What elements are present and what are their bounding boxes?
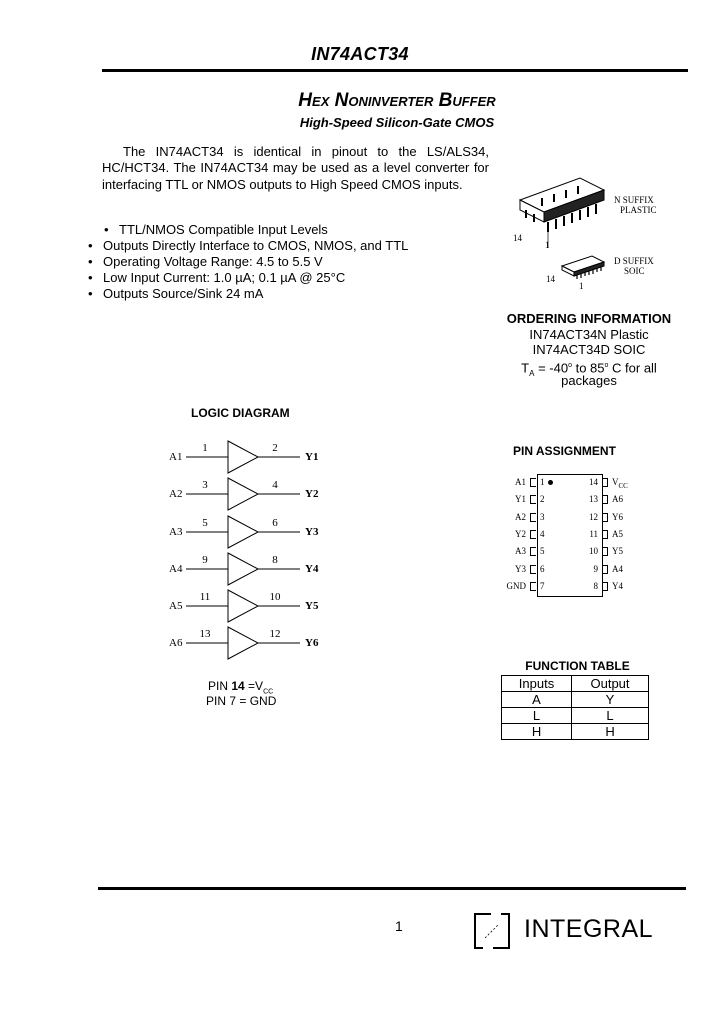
- pin-number: 14: [589, 477, 598, 487]
- footer-rule: [98, 887, 686, 890]
- pin-stub: [530, 495, 536, 504]
- pin-number: 6: [540, 564, 545, 574]
- pin-name-wrap: [612, 564, 623, 574]
- buffer-output-pin: 10: [269, 591, 281, 603]
- pin-number: 5: [540, 546, 545, 556]
- buffer-input-pin: 5: [202, 517, 208, 529]
- pin-stub: [530, 513, 536, 522]
- company-name: INTEGRAL: [524, 915, 654, 943]
- temp-deg1: o: [568, 362, 572, 369]
- buffer-input-label: A3: [169, 526, 183, 538]
- pin1-dot: [548, 480, 553, 485]
- table-cell: Y: [572, 692, 649, 708]
- pin-number: 12: [589, 512, 598, 522]
- table-row: [502, 692, 649, 708]
- ordering-line-2: IN74ACT34D SOIC: [532, 342, 646, 357]
- n-suffix-label: N SUFFIX: [614, 195, 654, 205]
- buffer-output-label: Y2: [305, 488, 319, 500]
- pin-name-wrap: [612, 477, 628, 491]
- buffer-output-label: Y6: [305, 637, 319, 649]
- buffer-output-pin: 12: [269, 628, 281, 640]
- temp-deg2: o: [604, 362, 609, 369]
- buffer-input-pin: 9: [202, 554, 208, 566]
- ordering-heading: ORDERING INFORMATION: [506, 311, 672, 326]
- pin-name-wrap: [612, 546, 623, 556]
- pin-name: Y2: [515, 529, 526, 539]
- buffer-input-label: A4: [169, 563, 183, 575]
- soic-pin1-label: 1: [579, 281, 584, 291]
- page-number: 1: [395, 918, 403, 934]
- vcc-sub: CC: [618, 481, 628, 490]
- temp-sub: A: [529, 368, 535, 378]
- buffer-symbol: [186, 551, 302, 587]
- pin-number: 11: [589, 529, 598, 539]
- feature-item: • Outputs Directly Interface to CMOS, NMOS, and TTL: [86, 238, 408, 254]
- feature-item: • Outputs Source/Sink 24 mA: [86, 286, 408, 302]
- page-title: [0, 90, 720, 112]
- pin-number: 4: [540, 529, 545, 539]
- table-row: [502, 708, 649, 724]
- pin-number: 10: [589, 546, 598, 556]
- pin-assignment-heading: PIN ASSIGNMENT: [513, 444, 616, 458]
- d-type-label: SOIC: [624, 266, 645, 276]
- ordering-line-1: IN74ACT34N Plastic: [529, 327, 649, 342]
- pin-stub: [602, 582, 608, 591]
- buffer-input-label: A5: [169, 600, 183, 612]
- pin-stub: [602, 530, 608, 539]
- intro-paragraph: The IN74ACT34 is identical in pinout to the LS/ALS34, HC/HCT34. The IN74ACT34 may be used as a level converter for interfacing TTL or NMOS outputs to High Speed CMOS inputs.: [102, 144, 489, 192]
- pin-name: A6: [612, 494, 623, 504]
- pin-number: 3: [540, 512, 545, 522]
- pin-name: Y1: [515, 494, 526, 504]
- dip-pin1-label: 1: [545, 240, 550, 250]
- table-cell: H: [572, 724, 649, 740]
- pin-stub: [602, 495, 608, 504]
- dip-pin14-label: 14: [513, 233, 522, 243]
- buffer-output-label: Y5: [305, 600, 319, 612]
- pin-stub: [602, 478, 608, 487]
- buffer-output-label: Y3: [305, 526, 319, 538]
- pin-name: Y6: [612, 512, 623, 522]
- buffer-symbol: [186, 514, 302, 550]
- ordering-line-4: packages: [561, 373, 617, 388]
- table-cell: L: [502, 708, 572, 724]
- temp-mid: = -40: [534, 360, 569, 376]
- pin-name: A5: [612, 529, 623, 539]
- header-part-number: IN74ACT34: [311, 44, 409, 64]
- buffer-input-label: A6: [169, 637, 183, 649]
- table-header-cell: Output: [572, 676, 649, 692]
- pin-name: A2: [515, 512, 526, 522]
- note1-sub: CC: [263, 688, 274, 696]
- buffer-output-label: Y4: [305, 563, 319, 575]
- pin-name: A4: [612, 564, 623, 574]
- pin-name-wrap: [612, 512, 623, 522]
- temp-tail: C for all: [608, 360, 657, 376]
- pin-name-wrap: [612, 494, 623, 504]
- buffer-input-pin: 13: [199, 628, 211, 640]
- pin-stub: [602, 565, 608, 574]
- d-suffix-label: D SUFFIX: [614, 256, 654, 266]
- temp-prefix: T: [521, 360, 530, 376]
- buffer-input-pin: 1: [202, 442, 208, 454]
- pin-number: 13: [589, 494, 598, 504]
- table-row: [502, 724, 649, 740]
- feature-item: • Low Input Current: 1.0 µA; 0.1 µA @ 25°C: [86, 270, 408, 286]
- pin-number: 2: [540, 494, 545, 504]
- pin-name: Y3: [515, 564, 526, 574]
- buffer-output-label: Y1: [305, 451, 319, 463]
- pin-number: 7: [540, 581, 545, 591]
- pin-number: 8: [593, 581, 598, 591]
- table-header-row: [502, 676, 649, 692]
- table-header-cell: Inputs: [502, 676, 572, 692]
- integral-logo-icon: [471, 910, 513, 952]
- pin-name: GND: [506, 581, 526, 591]
- buffer-symbol: [186, 476, 302, 512]
- table-cell: H: [502, 724, 572, 740]
- function-table-heading: FUNCTION TABLE: [525, 659, 630, 673]
- buffer-output-pin: 2: [272, 442, 278, 454]
- logic-note-gnd: PIN 7 = GND: [206, 694, 277, 708]
- pin-stub: [530, 530, 536, 539]
- header-rule: [102, 69, 688, 72]
- soic-package-illustration: [558, 252, 608, 282]
- pin-name-wrap: [612, 529, 623, 539]
- pin-name: V: [612, 477, 619, 487]
- note1-mid: =V: [244, 679, 264, 693]
- buffer-input-label: A2: [169, 488, 183, 500]
- buffer-input-pin: 3: [202, 479, 208, 491]
- buffer-output-pin: 4: [272, 479, 278, 491]
- dip-package-illustration: [508, 170, 608, 250]
- feature-item: • Operating Voltage Range: 4.5 to 5.5 V: [86, 254, 408, 270]
- buffer-output-pin: 8: [272, 554, 278, 566]
- pin-stub: [530, 547, 536, 556]
- feature-item: • TTL/NMOS Compatible Input Levels: [102, 222, 408, 238]
- buffer-symbol: [186, 439, 302, 475]
- pin-stub: [530, 565, 536, 574]
- buffer-input-pin: 11: [199, 591, 211, 603]
- logic-diagram-heading: LOGIC DIAGRAM: [191, 406, 290, 420]
- pin-number: 1: [540, 477, 545, 487]
- pin-name: Y5: [612, 546, 623, 556]
- pin-stub: [530, 582, 536, 591]
- pin-name: A3: [515, 546, 526, 556]
- feature-list: [86, 222, 408, 302]
- pin-name-wrap: [612, 581, 623, 591]
- table-cell: L: [572, 708, 649, 724]
- page-title-text: Hex Noninverter Buffer: [298, 90, 496, 111]
- table-cell: A: [502, 692, 572, 708]
- n-type-label: PLASTIC: [620, 205, 657, 215]
- note1-pin: 14: [231, 679, 245, 693]
- pin-stub: [602, 513, 608, 522]
- pin-stub: [602, 547, 608, 556]
- page-subtitle: High-Speed Silicon-Gate CMOS: [299, 115, 495, 130]
- pin-name: A1: [515, 477, 526, 487]
- soic-pin14-label: 14: [546, 274, 555, 284]
- temp-to: to 85: [571, 360, 605, 376]
- pin-name: Y4: [612, 581, 623, 591]
- pin-number: 9: [593, 564, 598, 574]
- logic-note-vcc: [208, 679, 273, 695]
- pin-stub: [530, 478, 536, 487]
- buffer-input-label: A1: [169, 451, 183, 463]
- buffer-output-pin: 6: [272, 517, 278, 529]
- buffer-symbol: [186, 625, 302, 661]
- function-table: [501, 675, 649, 740]
- note1-prefix: PIN: [208, 679, 232, 693]
- buffer-symbol: [186, 588, 302, 624]
